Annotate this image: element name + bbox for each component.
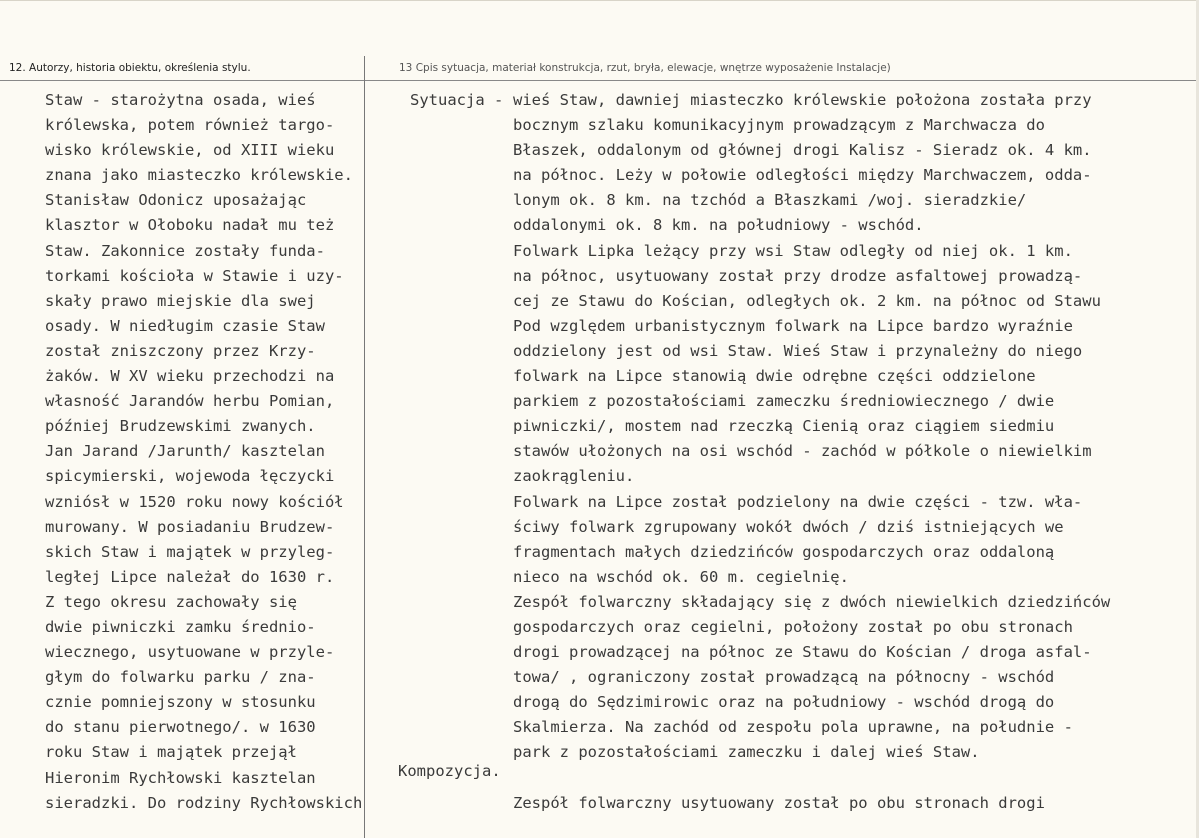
- description-text-line: [513, 766, 1193, 791]
- description-text-line: bocznym szlaku komunikacyjnym prowadzącym z Marchwacza do: [513, 116, 1045, 135]
- description-text-line: oddalonymi ok. 8 km. na południowy - wschód.: [513, 216, 924, 235]
- description-text-line: park z pozostałościami zameczku i dalej wieś Staw.: [513, 743, 980, 762]
- description-text-line: oddzielony jest od wsi Staw. Wieś Staw i przynależny do niego: [513, 341, 1083, 360]
- history-text-line: spicymierski, wojewoda łęczycki: [45, 467, 335, 486]
- description-text-line: na północ, usytuowany został przy drodze asfaltowej prowadzą-: [513, 266, 1083, 285]
- description-text-line: nieco na wschód ok. 60 m. cegielnię.: [513, 567, 849, 586]
- history-text-line: osady. W niedługim czasie Staw: [45, 316, 325, 335]
- history-text-line: dwie piwniczki zamku średnio-: [45, 617, 316, 636]
- description-text-line: Folwark na Lipce został podzielony na dwie części - tzw. wła-: [513, 492, 1083, 511]
- description-text-line: Folwark Lipka leżący przy wsi Staw odległy od niej ok. 1 km.: [513, 241, 1073, 260]
- history-text-line: ległej Lipce należał do 1630 r.: [45, 567, 335, 586]
- history-text-column: [45, 88, 363, 816]
- description-text-column: [513, 88, 1193, 816]
- history-text-line: Hieronim Rychłowski kasztelan: [45, 768, 316, 787]
- description-text-line: folwark na Lipce stanowią dwie odrębne części oddzielone: [513, 367, 1036, 386]
- description-text-line: piwniczki/, mostem nad rzeczką Cienią oraz ciągiem siedmiu: [513, 417, 1055, 436]
- history-text-line: Z tego okresu zachowały się: [45, 592, 297, 611]
- description-text-line: lonym ok. 8 km. na tzchód a Błaszkami /woj. sieradzkie/: [513, 191, 1027, 210]
- history-text-line: skały prawo miejskie dla swej: [45, 291, 316, 310]
- history-text-line: klasztor w Ołoboku nadał mu też: [45, 216, 335, 235]
- history-text-line: cznie pomniejszony w stosunku: [45, 693, 316, 712]
- history-text-line: Jan Jarand /Jarunth/ kasztelan: [45, 442, 325, 461]
- description-text-line: Pod względem urbanistycznym folwark na Lipce bardzo wyraźnie: [513, 316, 1073, 335]
- header-divider: [0, 80, 1196, 81]
- description-text-line: drogi prowadzącej na północ ze Stawu do Kościan / droga asfal-: [513, 643, 1092, 662]
- history-text-line: królewska, potem również targo-: [45, 116, 335, 135]
- description-text-line: wieś Staw, dawniej miasteczko królewskie położona została przy: [513, 91, 1092, 109]
- history-text-line: Staw - starożytna osada, wieś: [45, 91, 316, 109]
- history-text-line: Stanisław Odonicz uposażając: [45, 191, 307, 210]
- page-top-edge: [0, 0, 1199, 1]
- history-text-line: żaków. W XV wieku przechodzi na: [45, 367, 335, 386]
- history-text-line: murowany. W posiadaniu Brudzew-: [45, 517, 335, 536]
- history-text-line: później Brudzewskimi zwanych.: [45, 417, 316, 436]
- description-text-line: parkiem z pozostałościami zameczku średniowiecznego / dwie: [513, 392, 1055, 411]
- description-text-line: Zespół folwarczny usytuowany został po obu stronach drogi: [513, 793, 1045, 812]
- history-text-line: skich Staw i majątek w przyleg-: [45, 542, 335, 561]
- description-text-line: towa/ , ograniczony został prowadzącą na północny - wschód: [513, 668, 1055, 687]
- description-text-line: fragmentach małych dziedzińców gospodarczych oraz oddaloną: [513, 542, 1055, 561]
- section-12-header: 12. Autorzy, historia obiektu, określenia stylu.: [9, 62, 251, 74]
- history-text-line: głym do folwarku parku / zna-: [45, 668, 316, 687]
- history-text-line: roku Staw i majątek przejął: [45, 743, 297, 762]
- description-text-line: Zespół folwarczny składający się z dwóch niewielkich dziedzińców: [513, 592, 1111, 611]
- history-text-line: wiecznego, usytuowane w przyle-: [45, 643, 335, 662]
- description-text-line: cej ze Stawu do Kościan, odległych ok. 2 km. na północ od Stawu: [513, 291, 1101, 310]
- description-text-line: zaokrągleniu.: [513, 467, 635, 486]
- history-text-line: Staw. Zakonnice zostały funda-: [45, 241, 325, 260]
- column-divider: [364, 56, 365, 838]
- history-text-line: sieradzki. Do rodziny Rychłowskich: [45, 793, 363, 812]
- description-text-line: na północ. Leży w połowie odległości między Marchwaczem, odda-: [513, 166, 1092, 185]
- history-text-line: wzniósł w 1520 roku nowy kościół: [45, 492, 344, 511]
- description-text-line: Błaszek, oddalonym od głównej drogi Kalisz - Sieradz ok. 4 km.: [513, 141, 1092, 160]
- description-text-line: Skalmierza. Na zachód od zespołu pola uprawne, na południe -: [513, 718, 1073, 737]
- description-text-line: drogą do Sędzimirowic oraz na południowy - wschód drogą do: [513, 693, 1055, 712]
- description-text-line: ściwy folwark zgrupowany wokół dwóch / dziś istniejących we: [513, 517, 1064, 536]
- history-text-line: własność Jarandów herbu Pomian,: [45, 392, 335, 411]
- description-text-line: gospodarczych oraz cegielni, położony został po obu stronach: [513, 617, 1073, 636]
- history-text-line: do stanu pierwotnego/. w 1630: [45, 718, 316, 737]
- section-13-header: 13 Cpis sytuacja, materiał konstrukcja, rzut, bryła, elewacje, wnętrze wyposażenie Instalacje): [399, 62, 891, 74]
- history-text-line: został zniszczony przez Krzy-: [45, 341, 316, 360]
- history-text-line: znana jako miasteczko królewskie.: [45, 166, 353, 185]
- sytuacja-label: Sytuacja -: [410, 91, 504, 109]
- history-text-line: torkami kościoła w Stawie i uzy-: [45, 266, 344, 285]
- kompozycja-label: Kompozycja.: [398, 762, 501, 780]
- history-text-line: wisko królewskie, od XIII wieku: [45, 141, 335, 160]
- description-text-line: stawów ułożonych na osi wschód - zachód w półkole o niewielkim: [513, 442, 1092, 461]
